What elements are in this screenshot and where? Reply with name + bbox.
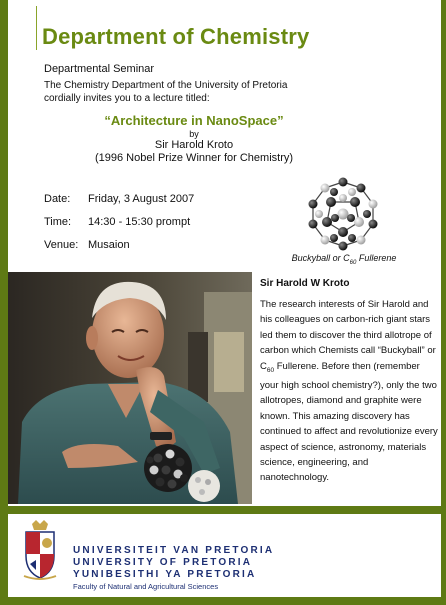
buckyball-molecule-image [303,174,383,254]
bio-heading: Sir Harold W Kroto [260,278,350,289]
time-row [44,210,194,233]
university-name-sepedi: YUNIBESITHI YA PRETORIA [73,569,257,580]
speaker-portrait-photo [8,272,252,504]
invitation-line-2: cordially invites you to a lecture titled: [44,93,210,104]
lecture-title: “Architecture in NanoSpace” [104,113,284,128]
date-label: Date: [44,192,71,205]
caption-text-end: Fullerene [356,253,397,263]
footer-divider-band [0,506,446,514]
university-wordmark [73,545,274,593]
lecture-block [44,113,344,165]
faculty-name: Faculty of Natural and Agricultural Sciences [73,582,219,591]
page-title: Department of Chemistry [42,24,310,49]
time-value: 14:30 - 15:30 prompt [88,215,191,228]
frame-right-bar [441,0,446,605]
lecture-note: (1996 Nobel Prize Winner for Chemistry) [94,152,294,164]
venue-row [44,233,194,256]
lecture-speaker: Sir Harold Kroto [154,139,234,151]
speaker-bio [260,278,438,486]
date-value: Friday, 3 August 2007 [88,192,195,205]
bio-text-part-1: The research interests of Sir Harold and his colleagues on carbon-rich giant stars led them to discover the third allotrope of carbon which Chemists call “Buckyball” or C [260,299,436,372]
seminar-label: Departmental Seminar [44,63,155,75]
caption-text: Buckyball or C [291,253,350,263]
invitation-text [44,79,364,105]
header-divider-line [36,6,37,50]
time-label: Time: [44,215,72,228]
bio-text-part-2: Fullerene. Before then (remember your high school chemistry?), only the two allotropes, diamond and graphite were known. This amazing discovery has continued to affect and revolutionize every aspect of science, astronomy, materials science, engineering, and nanotechnology. [260,360,438,484]
date-row [44,187,194,210]
frame-left-bar [0,0,8,605]
bottom-band [0,597,446,605]
university-name-english: UNIVERSITY OF PRETORIA [73,557,253,568]
lecture-by: by [189,129,199,139]
invitation-line-1: The Chemistry Department of the University of Pretoria [44,80,288,91]
university-crest-logo [22,520,58,582]
bio-subscript: 60 [266,366,275,374]
venue-label: Venue: [44,238,79,251]
university-name-afrikaans: UNIVERSITEIT VAN PRETORIA [73,545,275,556]
molecule-caption [259,253,429,266]
venue-value: Musaion [88,238,130,251]
bio-paragraph [260,297,438,486]
event-details [44,187,194,256]
caption-subscript: 60 [349,259,357,266]
